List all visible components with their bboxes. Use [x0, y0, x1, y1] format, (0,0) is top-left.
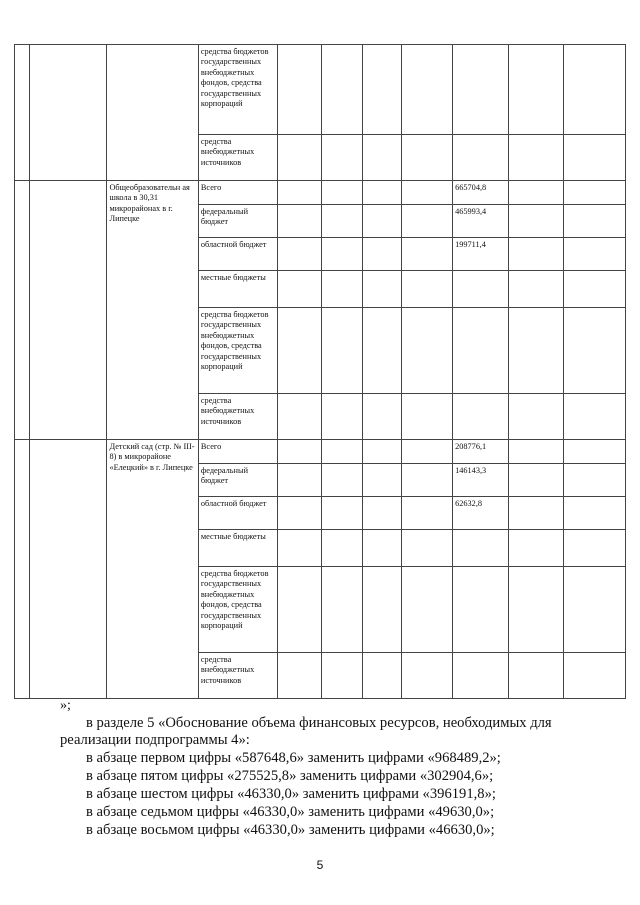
empty-cell [278, 440, 322, 464]
funding-source-cell: средства внебюджетных источников [198, 135, 277, 181]
empty-cell [563, 45, 625, 135]
funding-source-cell: областной бюджет [198, 238, 277, 271]
amount-cell [453, 394, 509, 440]
closing-quote: »; [60, 698, 71, 713]
index-cell [15, 440, 30, 699]
empty-cell [401, 394, 452, 440]
empty-cell [362, 181, 401, 205]
amount-cell: 665704,8 [453, 181, 509, 205]
funding-source-cell: средства внебюджетных источников [198, 653, 277, 699]
object-name-cell: Детский сад (стр. № III-8) в микрорайоне «Елецкий» в г. Липецке [107, 440, 198, 699]
empty-cell [362, 464, 401, 497]
index-cell [15, 45, 30, 181]
empty-cell [509, 271, 563, 308]
empty-cell [509, 308, 563, 394]
amount-cell [453, 308, 509, 394]
empty-cell [278, 530, 322, 567]
empty-cell [509, 238, 563, 271]
blank-cell [30, 440, 107, 699]
empty-cell [401, 205, 452, 238]
empty-cell [563, 181, 625, 205]
amount-cell: 208776,1 [453, 440, 509, 464]
empty-cell [563, 135, 625, 181]
empty-cell [563, 205, 625, 238]
empty-cell [278, 181, 322, 205]
page-number: 5 [316, 858, 324, 872]
empty-cell [401, 308, 452, 394]
empty-cell [362, 440, 401, 464]
amount-cell [453, 653, 509, 699]
empty-cell [278, 135, 322, 181]
empty-cell [322, 440, 362, 464]
empty-cell [362, 567, 401, 653]
replacement-item: в абзаце первом цифры «587648,6» заменить цифрами «968489,2»; [86, 750, 501, 766]
empty-cell [278, 205, 322, 238]
empty-cell [322, 567, 362, 653]
empty-cell [278, 567, 322, 653]
amount-cell [453, 271, 509, 308]
empty-cell [401, 440, 452, 464]
empty-cell [362, 238, 401, 271]
empty-cell [563, 440, 625, 464]
empty-cell [322, 45, 362, 135]
empty-cell [322, 464, 362, 497]
empty-cell [563, 394, 625, 440]
funding-source-cell: местные бюджеты [198, 530, 277, 567]
table-row [15, 45, 626, 135]
empty-cell [563, 497, 625, 530]
empty-cell [322, 653, 362, 699]
empty-cell [362, 308, 401, 394]
empty-cell [322, 394, 362, 440]
replacement-item: в абзаце шестом цифры «46330,0» заменить цифрами «396191,8»; [86, 786, 496, 802]
empty-cell [278, 394, 322, 440]
funding-source-cell: Всего [198, 440, 277, 464]
empty-cell [322, 181, 362, 205]
amount-cell: 465993,4 [453, 205, 509, 238]
empty-cell [401, 530, 452, 567]
empty-cell [509, 205, 563, 238]
empty-cell [322, 530, 362, 567]
empty-cell [401, 271, 452, 308]
empty-cell [401, 567, 452, 653]
empty-cell [278, 464, 322, 497]
empty-cell [563, 530, 625, 567]
empty-cell [362, 394, 401, 440]
replacement-item: в абзаце седьмом цифры «46330,0» заменить цифрами «49630,0»; [86, 804, 495, 820]
object-name-cell: Общеобразовательн ая школа в 30,31 микрорайонах в г. Липецке [107, 181, 198, 440]
empty-cell [362, 271, 401, 308]
empty-cell [509, 567, 563, 653]
funding-table-body [15, 45, 626, 699]
empty-cell [362, 653, 401, 699]
empty-cell [322, 497, 362, 530]
empty-cell [401, 238, 452, 271]
empty-cell [509, 181, 563, 205]
empty-cell [322, 271, 362, 308]
empty-cell [278, 45, 322, 135]
empty-cell [322, 308, 362, 394]
empty-cell [278, 653, 322, 699]
section-intro-line: в разделе 5 «Обоснование объема финансовых ресурсов, необходимых для [86, 715, 552, 731]
empty-cell [563, 308, 625, 394]
funding-table [14, 44, 626, 699]
empty-cell [362, 45, 401, 135]
empty-cell [322, 135, 362, 181]
empty-cell [401, 464, 452, 497]
amount-cell: 62632,8 [453, 497, 509, 530]
amount-cell [453, 530, 509, 567]
empty-cell [563, 567, 625, 653]
funding-source-cell: федеральный бюджет [198, 205, 277, 238]
empty-cell [322, 238, 362, 271]
empty-cell [509, 45, 563, 135]
funding-source-cell: средства бюджетов государственных внебюджетных фондов, средства государственных корпораций [198, 45, 277, 135]
amount-cell [453, 567, 509, 653]
empty-cell [278, 238, 322, 271]
blank-cell [30, 181, 107, 440]
funding-source-cell: областной бюджет [198, 497, 277, 530]
empty-cell [362, 497, 401, 530]
empty-cell [362, 530, 401, 567]
empty-cell [509, 135, 563, 181]
empty-cell [401, 181, 452, 205]
empty-cell [362, 205, 401, 238]
empty-cell [563, 653, 625, 699]
funding-source-cell: средства внебюджетных источников [198, 394, 277, 440]
funding-source-cell: средства бюджетов государственных внебюджетных фондов, средства государственных корпораций [198, 567, 277, 653]
empty-cell [362, 135, 401, 181]
amount-cell: 199711,4 [453, 238, 509, 271]
amount-cell [453, 135, 509, 181]
amount-cell: 146143,3 [453, 464, 509, 497]
funding-source-cell: федеральный бюджет [198, 464, 277, 497]
empty-cell [401, 653, 452, 699]
empty-cell [322, 205, 362, 238]
empty-cell [401, 135, 452, 181]
empty-cell [509, 464, 563, 497]
empty-cell [278, 497, 322, 530]
table-row [15, 181, 626, 205]
index-cell [15, 181, 30, 440]
empty-cell [509, 530, 563, 567]
funding-source-cell: Всего [198, 181, 277, 205]
empty-cell [509, 497, 563, 530]
empty-cell [563, 271, 625, 308]
empty-cell [401, 497, 452, 530]
empty-cell [509, 653, 563, 699]
empty-cell [509, 394, 563, 440]
section-intro-continuation: реализации подпрограммы 4»: [60, 732, 250, 748]
funding-source-cell: средства бюджетов государственных внебюджетных фондов, средства государственных корпораций [198, 308, 277, 394]
object-name-cell [107, 45, 198, 181]
table-row [15, 440, 626, 464]
blank-cell [30, 45, 107, 181]
empty-cell [278, 271, 322, 308]
funding-source-cell: местные бюджеты [198, 271, 277, 308]
replacement-item: в абзаце пятом цифры «275525,8» заменить цифрами «302904,6»; [86, 768, 494, 784]
empty-cell [563, 238, 625, 271]
empty-cell [278, 308, 322, 394]
replacement-item: в абзаце восьмом цифры «46330,0» заменить цифрами «46630,0»; [86, 822, 495, 838]
empty-cell [509, 440, 563, 464]
empty-cell [563, 464, 625, 497]
empty-cell [401, 45, 452, 135]
amount-cell [453, 45, 509, 135]
